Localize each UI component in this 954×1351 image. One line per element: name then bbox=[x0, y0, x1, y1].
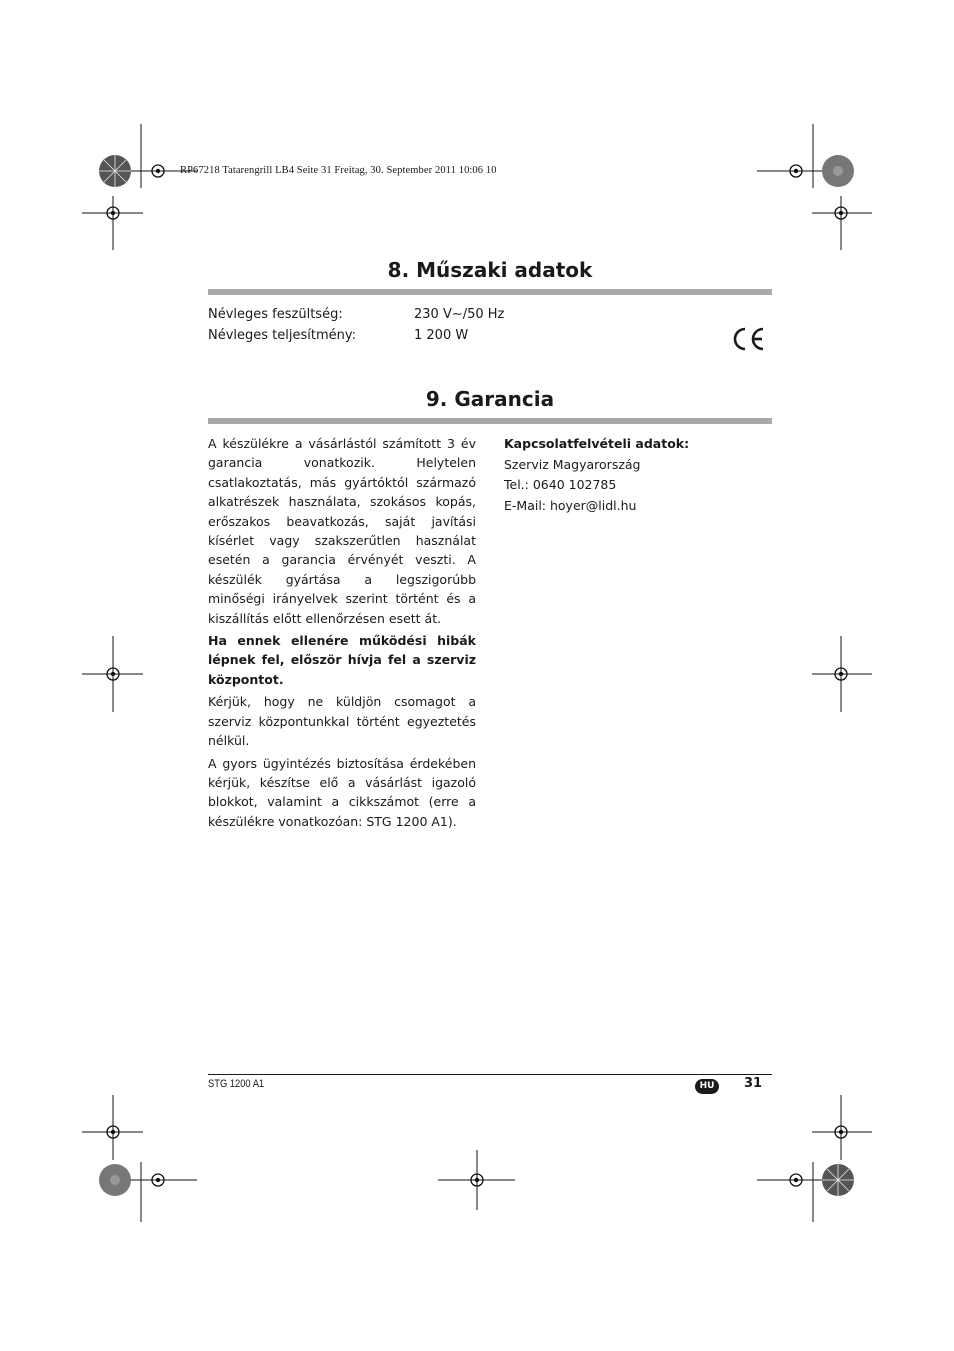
warranty-paragraph: A gyors ügyintézés biztosítása érdekében kérjük, készítse elő a vásárlást igazoló blokkot, valamint a cikkszámot (erre a készülékre vonatkozóan: STG 1200 A1). bbox=[208, 755, 476, 829]
contact-column bbox=[504, 434, 772, 516]
warranty-notice: Ha ennek ellenére működési hibák lépnek fel, először hívja fel a szerviz központot. bbox=[208, 633, 476, 687]
warranty-paragraph: A készülékre a vásárlástól számított 3 év garancia vonatkozik. Helytelen csatlakoztatás, más gyártóktól származó alkatrészek használata, szokásos kopás, erőszakos beavatkozás, saját javítási kísérlet vagy szakszerűtlen használat esetén a garancia érvényét veszti. A készülék gyártása a legszigorúbb minőségi irányelvek szerint történt és a kiszállítás előtt ellenőrzésen esett át. bbox=[208, 436, 476, 626]
section-divider bbox=[208, 289, 772, 295]
section-divider bbox=[208, 418, 772, 424]
spec-value-power: 1 200 W bbox=[414, 328, 469, 343]
spec-label-voltage: Névleges feszültség: bbox=[208, 307, 343, 322]
section-title-warranty: 9. Garancia bbox=[425, 387, 555, 411]
warranty-paragraph: Kérjük, hogy ne küldjön csomagot a szerviz központunkkal történt egyeztetés nélkül. bbox=[208, 694, 476, 749]
contact-service-name: Szerviz Magyarország bbox=[504, 456, 641, 472]
warranty-text-column bbox=[208, 434, 476, 834]
spec-value-voltage: 230 V∼/50 Hz bbox=[414, 307, 505, 322]
contact-email: E-Mail: hoyer@lidl.hu bbox=[504, 497, 637, 513]
spec-label-power: Névleges teljesítmény: bbox=[208, 328, 357, 343]
print-slug-header: RP67218 Tatarengrill LB4 Seite 31 Freitag, 30. September 2011 10:06 10 bbox=[180, 165, 497, 176]
contact-phone: Tel.: 0640 102785 bbox=[504, 477, 617, 493]
footer-model-number: STG 1200 A1 bbox=[208, 1078, 265, 1090]
footer-divider bbox=[208, 1074, 772, 1075]
language-badge: HU bbox=[695, 1079, 719, 1094]
ce-mark-icon bbox=[730, 326, 766, 352]
section-title-technical-data: 8. Műszaki adatok bbox=[387, 258, 593, 282]
contact-heading: Kapcsolatfelvételi adatok: bbox=[504, 436, 690, 451]
page-number: 31 bbox=[744, 1076, 763, 1091]
